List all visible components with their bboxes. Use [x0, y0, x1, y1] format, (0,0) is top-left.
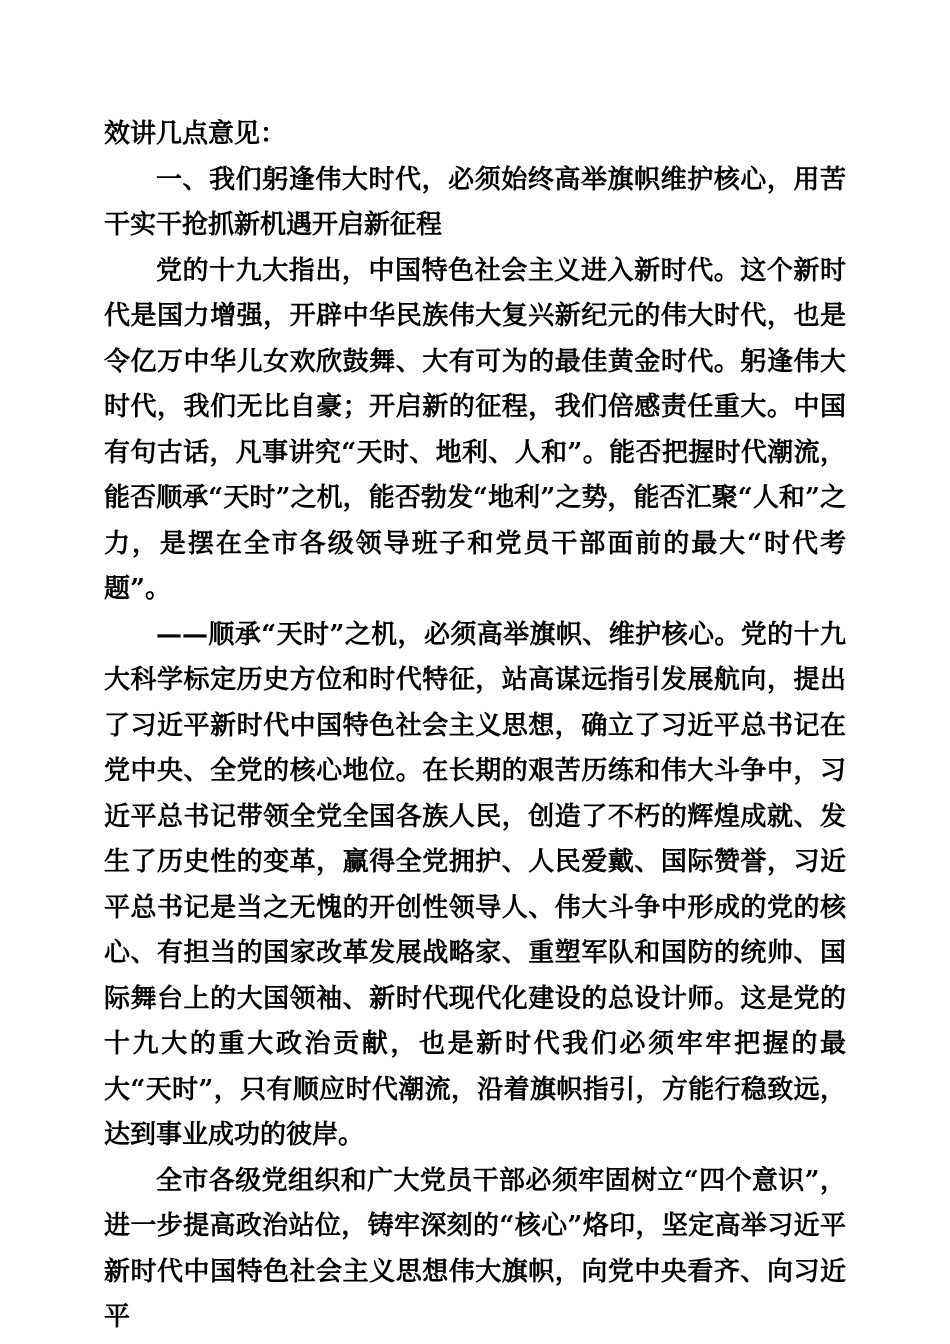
paragraph: 党的十九大指出，中国特色社会主义进入新时代。这个新时代是国力增强，开辟中华民族伟大复兴新纪元的伟大时代，也是令亿万中华儿女欢欣鼓舞、大有可为的最佳黄金时代。躬逢伟大时代，我们无比自豪；开启新的征程，我们倍感责任重大。中国有句古话，凡事讲究“天时、地利、人和”。能否把握时代潮流，能否顺承“天时”之机，能否勃发“地利”之势，能否汇聚“人和”之力，是摆在全市各级领导班子和党员干部面前的最大“时代考题”。	[104, 255, 846, 604]
section-heading: 一、我们躬逢伟大时代，必须始终高举旗帜维护核心，用苦干实干抢抓新机遇开启新征程	[104, 164, 846, 240]
paragraph: ——顺承“天时”之机，必须高举旗帜、维护核心。党的十九大科学标定历史方位和时代特征，站高谋远指引发展航向，提出了习近平新时代中国特色社会主义思想，确立了习近平总书记在党中央、全党的核心地位。在长期的艰苦历练和伟大斗争中，习近平总书记带领全党全国各族人民，创造了不朽的辉煌成就、发生了历史性的变革，赢得全党拥护、人民爱戴、国际赞誉，习近平总书记是当之无愧的开创性领导人、伟大斗争中形成的党的核心、有担当的国家改革发展战略家、重塑军队和国防的统帅、国际舞台上的大国领袖、新时代现代化建设的总设计师。这是党的十九大的重大政治贡献，也是新时代我们必须牢牢把握的最大“天时”，只有顺应时代潮流，沿着旗帜指引，方能行稳致远，达到事业成功的彼岸。	[104, 619, 846, 1150]
paragraph: 全市各级党组织和广大党员干部必须牢固树立“四个意识”，进一步提高政治站位，铸牢深刻的“核心”烙印，坚定高举习近平新时代中国特色社会主义思想伟大旗帜，向党中央看齐、向习近平	[104, 1165, 846, 1332]
document-body	[104, 112, 846, 1341]
paragraph-opening-line: 效讲几点意见：	[104, 119, 287, 149]
